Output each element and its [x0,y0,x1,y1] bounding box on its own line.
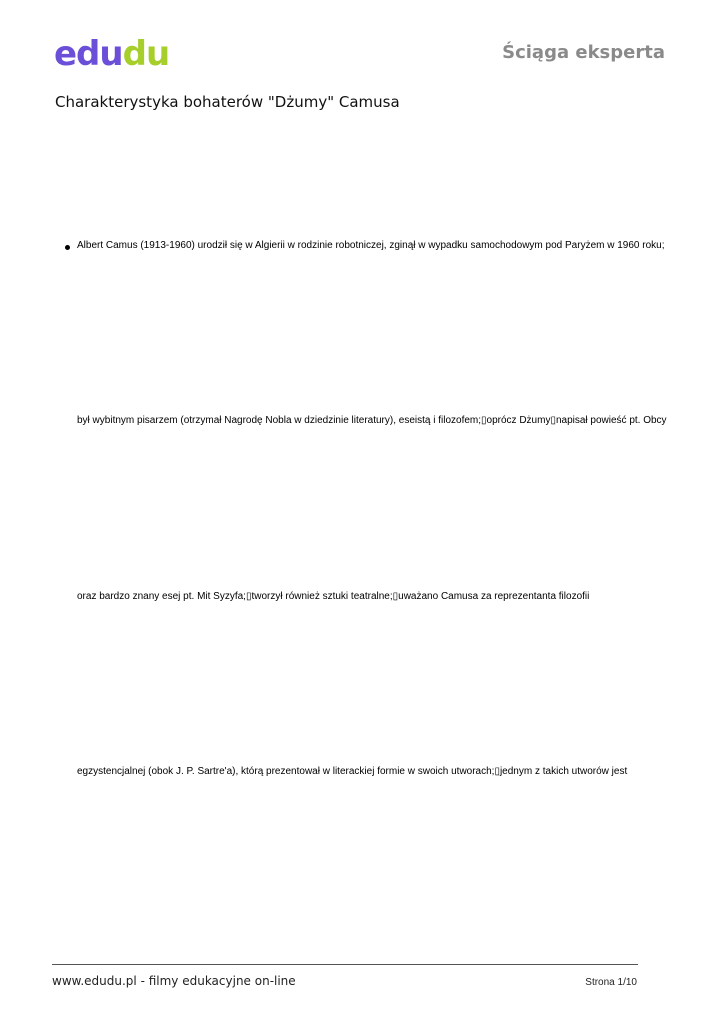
footer-site-link[interactable]: www.edudu.pl - filmy edukacyjne on-line [52,974,296,988]
text-line-2: był wybitnym pisarzem (otrzymał Nagrodę Nobla w dziedzinie literatury), eseistą i filozofem;▯oprócz Dżumy▯napisał powieść pt. Obcy [77,415,667,426]
bullet-icon [65,245,70,250]
footer-divider [52,964,638,965]
header-tagline: Ściąga eksperta [502,42,665,63]
edudu-logo[interactable] [54,36,184,72]
text-line-4: egzystencjalnej (obok J. P. Sartre'a), którą prezentował w literackiej formie w swoich utworach;▯jednym z takich utworów jest [77,766,628,777]
logo-text-du: du [122,34,170,74]
page-number: Strona 1/10 [585,977,637,988]
text-line-3: oraz bardzo znany esej pt. Mit Syzyfa;▯tworzył również sztuki teatralne;▯uważano Camusa za reprezentanta filozofii [77,591,590,602]
document-title: Charakterystyka bohaterów "Dżumy" Camusa [55,93,400,111]
text-line-1: Albert Camus (1913-1960) urodził się w Algierii w rodzinie robotniczej, zginął w wypadku samochodowym pod Paryżem w 1960 roku; [77,240,665,251]
logo-text-edu: edu [54,34,123,74]
